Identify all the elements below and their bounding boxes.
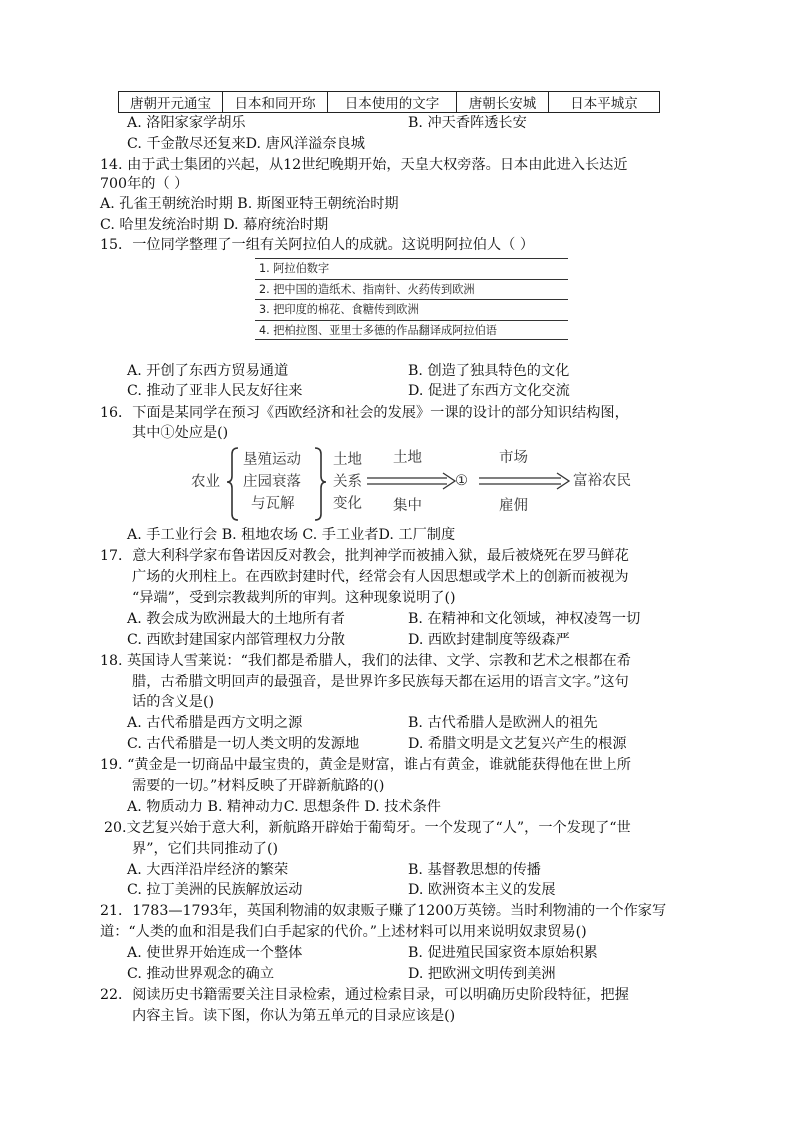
table-cell: 日本平城京	[549, 92, 660, 113]
q17-option-c: C. 西欧封建国家内部管理权力分散	[127, 632, 345, 648]
table-cell: 唐朝长安城	[457, 92, 549, 113]
q22-stem-line1: 22．阅读历史书籍需要关注目录检索，通过检索目录，可以明确历史阶段特征，把握	[100, 987, 629, 1003]
q15-option-d: D. 促进了东西方文化交流	[408, 383, 570, 399]
left-brace	[227, 448, 238, 520]
table-cell: 日本和同开珎	[223, 92, 328, 113]
diagram-land: 土地	[393, 450, 422, 466]
q21-stem-line1: 21．1783—1793年，英国利物浦的奴隶贩子赚了1200万英镑。当时利物浦的一个作家写	[100, 903, 667, 919]
q21-option-c: C. 推动世界观念的确立	[127, 966, 275, 982]
q21-stem-line2: 道：“人类的血和泪是我们白手起家的代价。”上述材料可以用来说明奴隶贸易()	[100, 924, 587, 940]
q20-stem-line1: 20.文艺复兴始于意大利，新航路开辟始于葡萄牙。一个发现了“人”，一个发现了“世	[104, 820, 631, 836]
list-item: 4. 把柏拉图、亚里士多德的作品翻译成阿拉伯语	[255, 320, 568, 341]
q21-option-b: B. 促进殖民国家资本原始积累	[408, 945, 598, 961]
diagram-agriculture: 农业	[191, 474, 220, 490]
q19-stem-line1: 19. “黄金是一切商品中最宝贵的，黄金是财富，谁占有黄金，谁就能获得他在世上所	[100, 757, 631, 773]
q18-option-b: B. 古代希腊人是欧洲人的祖先	[408, 715, 598, 731]
list-item: 3. 把印度的棉花、食糖传到欧洲	[255, 299, 568, 320]
arrow-head-2	[557, 473, 569, 489]
q14-stem-line1: 14. 由于武士集团的兴起，从12世纪晚期开始，天皇大权旁落。日本由此进入长达近	[100, 157, 628, 173]
list-item: 1. 阿拉伯数字	[255, 258, 568, 279]
q18-stem-line1: 18. 英国诗人雪莱说：“我们都是希腊人，我们的法律、文学、宗教和艺术之根都在希	[100, 653, 631, 669]
diagram-change-line: 关系	[333, 474, 362, 490]
q17-option-a: A. 教会成为欧洲最大的土地所有者	[127, 611, 345, 627]
q18-option-c: C. 古代希腊是一切人类文明的发源地	[127, 736, 360, 752]
q15-stem: 15．一位同学整理了一组有关阿拉伯人的成就。这说明阿拉伯人（ ）	[100, 237, 535, 253]
q14-options-cd: C. 哈里发统治时期 D. 幕府统治时期	[100, 217, 329, 233]
list-item: 2. 把中国的造纸术、指南针、火药传到欧洲	[255, 279, 568, 300]
q20-option-a: A. 大西洋沿岸经济的繁荣	[127, 862, 289, 878]
q19-stem-line2: 需要的一切。”材料反映了开辟新航路的()	[132, 778, 385, 794]
diagram-box-line: 庄园衰落	[243, 474, 301, 490]
arrow-head-1	[443, 473, 455, 489]
q17-stem-line1: 17．意大利科学家布鲁诺因反对教会，批判神学而被捕入狱，最后被烧死在罗马鲜花	[100, 548, 629, 564]
diagram-box-line: 垦殖运动	[243, 452, 301, 468]
q16-stem-line1: 16．下面是某同学在预习《西欧经济和社会的发展》一课的设计的部分知识结构图，	[100, 405, 629, 421]
q18-stem-line2: 腊，古希腊文明回声的最强音，是世界许多民族每天都在运用的语言文字。”这句	[132, 674, 629, 690]
diagram-concentrate: 集中	[393, 498, 422, 514]
q18-option-d: D. 希腊文明是文艺复兴产生的根源	[408, 736, 627, 752]
diagram-box-line: 与瓦解	[251, 496, 295, 512]
q17-stem-line3: “异端”，受到宗教裁判所的审判。这种现象说明了()	[132, 590, 456, 606]
q15-option-a: A. 开创了东西方贸易通道	[127, 363, 289, 379]
q17-option-d: D. 西欧封建制度等级森严	[408, 632, 570, 648]
diagram-change-line: 变化	[333, 496, 362, 512]
diagram-hire: 雇佣	[499, 498, 528, 514]
q21-option-d: D. 把欧洲文明传到美洲	[408, 966, 556, 982]
q18-stem-line3: 话的含义是()	[132, 694, 215, 710]
q20-option-b: B. 基督教思想的传播	[408, 862, 541, 878]
comparison-table	[118, 91, 660, 113]
q15-option-c: C. 推动了亚非人民友好往来	[127, 383, 303, 399]
q13-option-b: B. 冲天香阵透长安	[408, 115, 527, 131]
q18-option-a: A. 古代希腊是西方文明之源	[127, 715, 303, 731]
q13-option-cd: C. 千金散尽还复来D. 唐风洋溢奈良城	[127, 136, 365, 152]
diagram-blank-circle: ①	[455, 473, 468, 489]
q16-stem-line2: 其中①处应是()	[132, 425, 229, 441]
q16-options: A. 手工业行会 B. 租地农场 C. 手工业者D. 工厂制度	[127, 527, 456, 543]
diagram-change-line: 土地	[333, 452, 362, 468]
q19-options: A. 物质动力 B. 精神动力C. 思想条件 D. 技术条件	[127, 799, 441, 815]
q21-option-a: A. 使世界开始连成一个整体	[127, 945, 303, 961]
q15-option-b: B. 创造了独具特色的文化	[408, 363, 570, 379]
q17-stem-line2: 广场的火刑柱上。在西欧封建时代，经常会有人因思想或学术上的创新而被视为	[132, 569, 629, 585]
knowledge-structure-diagram	[185, 444, 645, 522]
q22-stem-line2: 内容主旨。读下图，你认为第五单元的目录应该是()	[132, 1008, 456, 1024]
table-row	[119, 92, 660, 113]
q13-option-a: A. 洛阳家家学胡乐	[127, 115, 246, 131]
diagram-market: 市场	[499, 450, 528, 466]
achievements-list	[255, 258, 568, 340]
q20-option-d: D. 欧洲资本主义的发展	[408, 882, 556, 898]
q20-stem-line2: 界”，它们共同推动了()	[132, 841, 279, 857]
q20-option-c: C. 拉丁美洲的民族解放运动	[127, 882, 303, 898]
q14-stem-line2: 700年的（ ）	[100, 176, 189, 192]
q14-options-ab: A. 孔雀王朝统治时期 B. 斯图亚特王朝统治时期	[100, 196, 399, 212]
table-cell: 唐朝开元通宝	[119, 92, 223, 113]
table-cell: 日本使用的文字	[328, 92, 457, 113]
q17-option-b: B. 在精神和文化领域，神权凌驾一切	[408, 611, 641, 627]
diagram-rich-farmer: 富裕农民	[573, 473, 631, 489]
right-brace	[315, 448, 326, 520]
